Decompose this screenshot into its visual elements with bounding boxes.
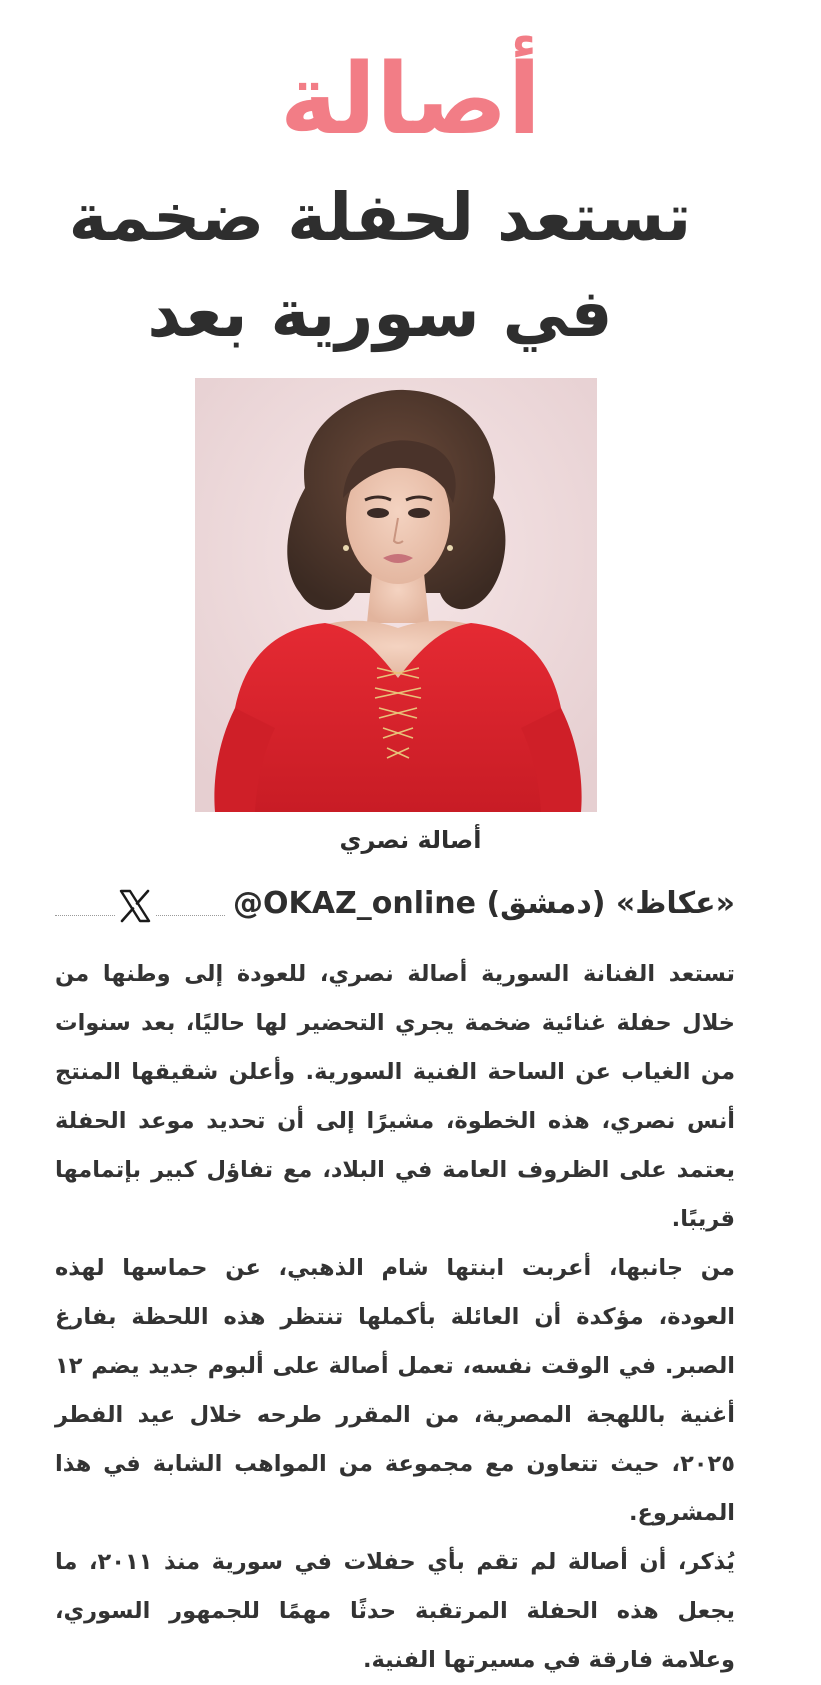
article-kicker: أصالة	[279, 43, 542, 157]
body-paragraph: من جانبها، أعربت ابنتها شام الذهبي، عن حماسها لهذه العودة، مؤكدة أن العائلة بأكملها تنتظر هذه اللحظة بفارغ الصبر. في الوقت نفسه، تعمل أصالة على ألبوم جديد يضم ١٢ أغنية باللهجة المصرية، من المقرر طرحه خلال عيد الفطر ٢٠٢٥، حيث تتعاون مع مجموعة من المواهب الشابة في هذا المشروع.	[55, 1255, 735, 1526]
photo-caption: أصالة نصري	[339, 826, 482, 854]
byline-handle[interactable]: @OKAZ_online	[233, 886, 477, 921]
byline-source: «عكاظ» (دمشق)	[486, 886, 735, 921]
article-headline: تستعد لحفلة ضخمة في سورية بعد	[68, 179, 692, 352]
singer-portrait-illustration	[195, 378, 597, 812]
byline	[55, 880, 735, 940]
body-paragraph: يُذكر، أن أصالة لم تقم بأي حفلات في سورية منذ ٢٠١١، ما يجعل هذه الحفلة المرتقبة حدثًا مهمًا للجمهور السوري، وعلامة فارقة في مسيرتها الفنية.	[55, 1549, 735, 1673]
article-photo	[195, 378, 597, 812]
article-body	[55, 950, 735, 1685]
x-logo-icon[interactable]	[115, 886, 155, 926]
body-paragraph: تستعد الفنانة السورية أصالة نصري، للعودة إلى وطنها من خلال حفلة غنائية ضخمة يجري التحضير لها حاليًا، بعد سنوات من الغياب عن الساحة الفنية السورية. وأعلن شقيقها المنتج أنس نصري، هذه الخطوة، مشيرًا إلى أن تحديد موعد الحفلة يعتمد على الظروف العامة في البلاد، مع تفاؤل كبير بإتمامها قريبًا.	[55, 961, 735, 1232]
byline-text	[225, 884, 735, 924]
